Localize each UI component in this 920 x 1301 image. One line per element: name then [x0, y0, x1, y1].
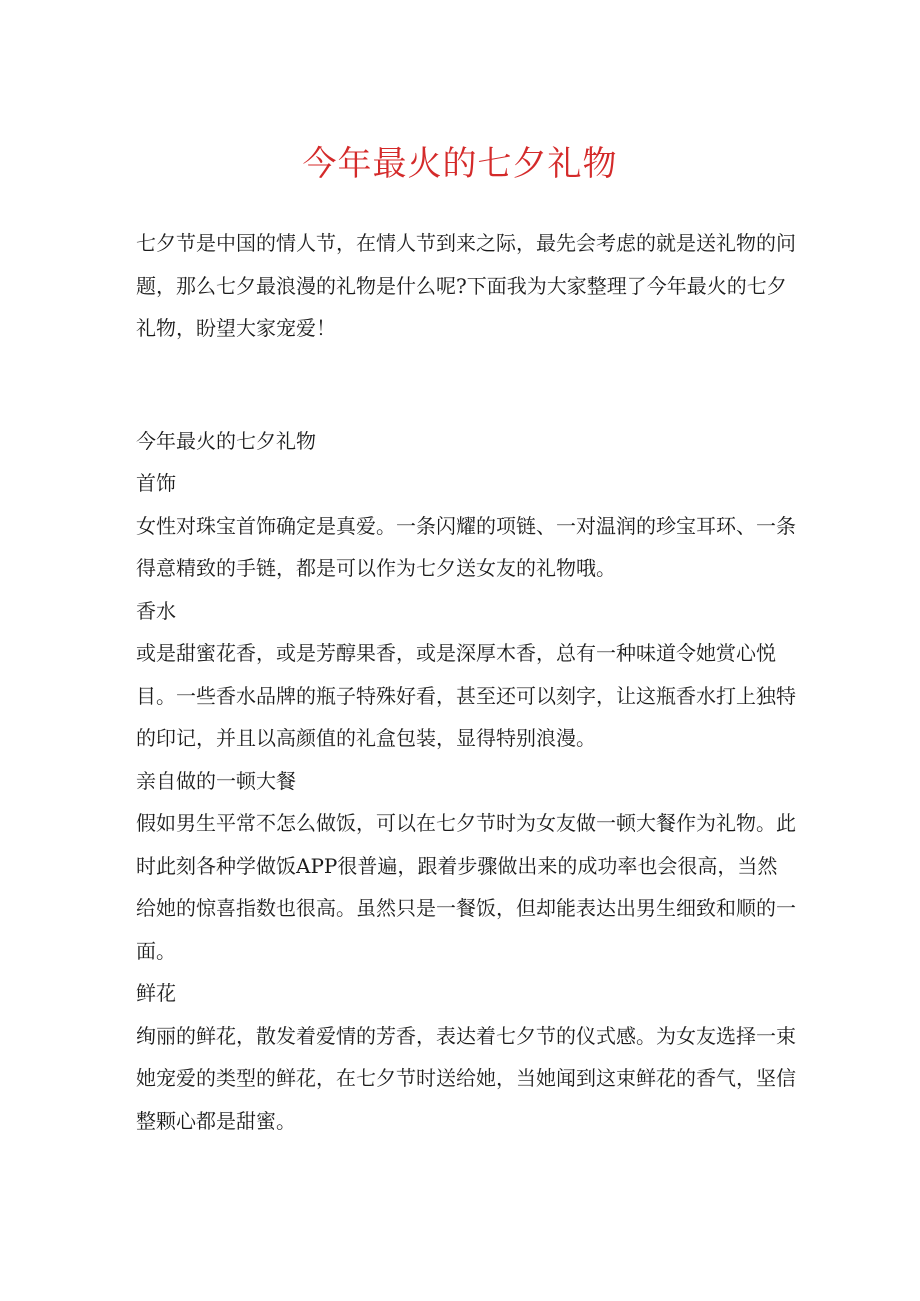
intro-paragraph: 七夕节是中国的情人节，在情人节到来之际，最先会考虑的就是送礼物的问题，那么七夕最浪漫的礼物是什么呢?下面我为大家整理了今年最火的七夕礼物，盼望大家宠爱！ — [136, 231, 796, 340]
section-title: 今年最火的七夕礼物 — [136, 428, 316, 453]
item-heading-jewelry: 首饰 — [136, 471, 176, 495]
item-text-flowers: 绚丽的鲜花，散发着爱情的芳香，表达着七夕节的仪式感。为女友选择一束她宠爱的类型的鲜花，在七夕节时送给她，当她闻到这束鲜花的香气，坚信整颗心都是甜蜜。 — [136, 1023, 796, 1133]
item-heading-dinner: 亲自做的一顿大餐 — [136, 768, 296, 793]
item-heading-perfume: 香水 — [136, 598, 176, 623]
item-heading-flowers: 鲜花 — [136, 981, 176, 1005]
item-text-dinner: 假如男生平常不怎么做饭，可以在七夕节时为女友做一顿大餐作为礼物。此时此刻各种学做饭APP很普遍，跟着步骤做出来的成功率也会很高，当然给她的惊喜指数也很高。虽然只是一餐饭，但却能表达出男生细致和顺的一面。 — [136, 811, 796, 963]
document-body — [136, 222, 796, 1142]
item-text-jewelry: 女性对珠宝首饰确定是真爱。一条闪耀的项链、一对温润的珍宝耳环、一条得意精致的手链，都是可以作为七夕送女友的礼物哦。 — [136, 513, 796, 580]
item-text-perfume: 或是甜蜜花香，或是芳醇果香，或是深厚木香，总有一种味道令她赏心悦目。一些香水品牌的瓶子特殊好看，甚至还可以刻字，让这瓶香水打上独特的印记，并且以高颜值的礼盒包装，显得特别浪漫。 — [136, 641, 796, 750]
document-title: 今年最火的七夕礼物 — [302, 144, 618, 184]
